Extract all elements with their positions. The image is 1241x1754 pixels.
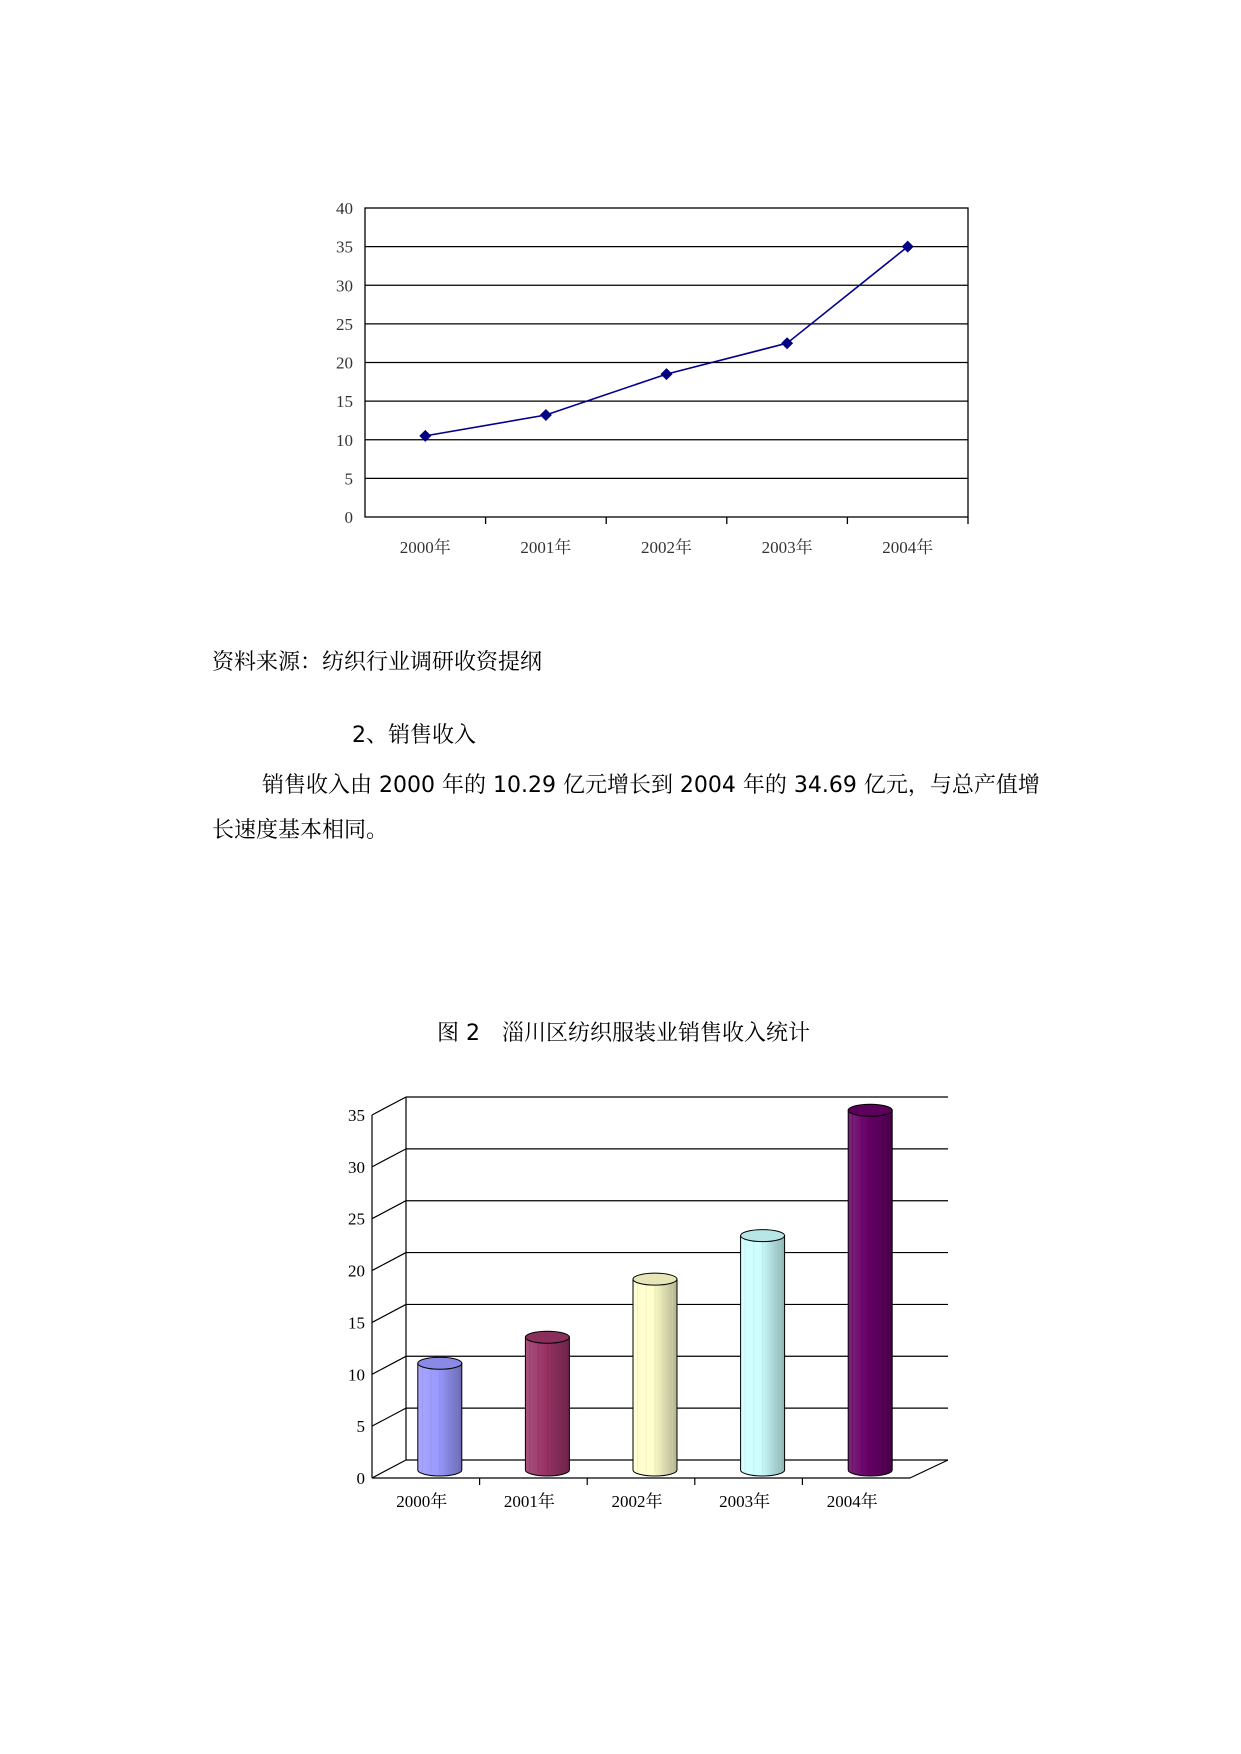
bar-cylinder-top [848, 1104, 892, 1116]
line-y-tick-label: 40 [336, 199, 353, 218]
bar-chart-3d [348, 1097, 948, 1511]
bar-x-tick-label: 2001年 [503, 1492, 555, 1511]
line-y-tick-label: 20 [336, 353, 353, 373]
bar-cylinder-top [418, 1357, 462, 1369]
bar-cylinder-top [633, 1273, 677, 1285]
bar-floor-edge [910, 1460, 948, 1478]
paragraph-line-2: 长速度基本相同。 [212, 818, 389, 843]
bar-x-tick-label: 2000年 [396, 1492, 448, 1511]
line-data-point [540, 409, 552, 421]
line-y-tick-label: 10 [336, 430, 353, 450]
bar-cylinder-top [741, 1230, 785, 1242]
figure-2-caption: 图 2 淄川区纺织服装业销售收入统计 [437, 1021, 810, 1046]
bar-y-tick-label: 10 [348, 1365, 365, 1385]
bar-side-gridline [372, 1408, 406, 1426]
line-x-tick-label: 2003年 [761, 538, 813, 557]
bar-side-gridline [372, 1149, 406, 1167]
bar-x-tick-label: 2004年 [826, 1492, 878, 1511]
line-y-tick-label: 30 [336, 276, 353, 296]
line-x-tick-label: 2001年 [520, 538, 572, 557]
bar-side-gridline [372, 1356, 406, 1374]
bar-side-gridline [372, 1253, 406, 1271]
line-chart [336, 199, 968, 557]
line-y-tick-label: 0 [344, 508, 353, 527]
bar-y-tick-label: 20 [348, 1261, 365, 1281]
source-note: 资料来源：纺织行业调研收资提纲 [212, 650, 543, 675]
bar-y-tick-label: 0 [356, 1469, 365, 1488]
bar-y-tick-label: 30 [348, 1157, 365, 1177]
bar-y-tick-label: 15 [348, 1313, 365, 1333]
line-x-tick-label: 2004年 [882, 538, 934, 557]
bar-x-tick-label: 2003年 [719, 1492, 771, 1511]
line-x-tick-label: 2000年 [399, 538, 451, 557]
bar-y-tick-label: 5 [356, 1417, 365, 1437]
bar-side-gridline [372, 1304, 406, 1322]
line-x-tick-label: 2002年 [641, 538, 692, 557]
bar-cylinder-top [525, 1331, 569, 1343]
line-y-tick-label: 5 [344, 469, 353, 489]
paragraph-line-1: 销售收入由 2000 年的 10.29 亿元增长到 2004 年的 34.69 亿元，与总产值增 [262, 773, 1040, 798]
bar-y-tick-label: 25 [348, 1209, 365, 1229]
section-heading: 2、销售收入 [352, 723, 476, 748]
bar-side-gridline [372, 1460, 406, 1478]
bar-y-tick-label: 35 [348, 1106, 365, 1125]
line-y-tick-label: 15 [336, 392, 353, 412]
bar-side-gridline [372, 1201, 406, 1219]
line-y-tick-label: 35 [336, 237, 353, 257]
line-data-point [661, 368, 673, 380]
bar-side-gridline [372, 1097, 406, 1115]
line-series-path [425, 247, 907, 436]
line-y-tick-label: 25 [336, 314, 353, 334]
bar-x-tick-label: 2002年 [611, 1492, 663, 1511]
